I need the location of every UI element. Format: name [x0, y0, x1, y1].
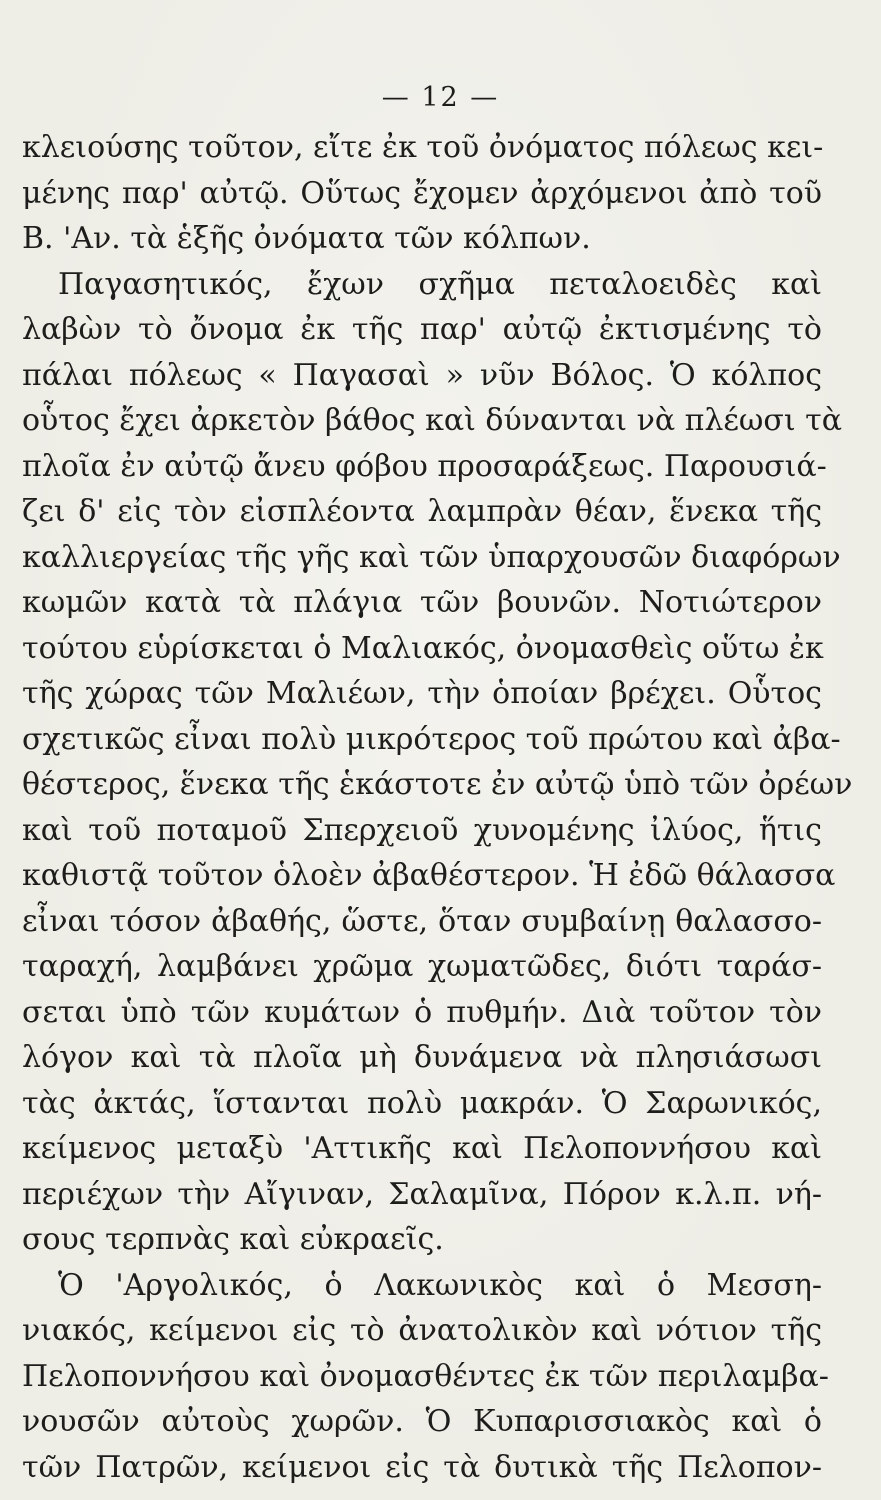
text-line: οὗτος ἔχει ἀρκετὸν βάθος καὶ δύνανται νὰ πλέωσι τὰ — [22, 403, 842, 438]
text-line: περιέχων τὴν Αἴγιναν, Σαλαμῖνα, Πόρον κ.λ.π. νή- — [22, 1176, 822, 1212]
body-text — [22, 125, 853, 1490]
text-line: καὶ τοῦ ποταμοῦ Σπερχειοῦ χυνομένης ἰλύος, ἥτις — [22, 812, 822, 848]
text-line: σεται ὑπὸ τῶν κυμάτων ὁ πυθμήν. Διὰ τοῦτον τὸν — [22, 994, 822, 1030]
text-line: Παγασητικός, ἔχων σχῆμα πεταλοειδὲς καὶ — [58, 266, 822, 302]
text-line: τούτου εὑρίσκεται ὁ Μαλιακός, ὀνομασθεὶς οὕτω ἐκ — [22, 630, 824, 666]
text-line: εἶναι τόσον ἀβαθής, ὥστε, ὅταν συμβαίνῃ θαλασσο- — [22, 903, 822, 939]
text-line: νουσῶν αὐτοὺς χωρῶν. Ὁ Κυπαρισσιακὸς καὶ ὁ — [22, 1404, 822, 1439]
text-line: λαβὼν τὸ ὄνομα ἐκ τῆς παρ' αὐτῷ ἐκτισμένης τὸ — [22, 312, 822, 347]
text-line: σους τερπνὰς καὶ εὐκραεῖς. — [22, 1222, 444, 1257]
text-line: τῶν Πατρῶν, κείμενοι εἰς τὰ δυτικὰ τῆς Πελοπον- — [22, 1449, 822, 1485]
text-line: κείμενος μεταξὺ 'Αττικῆς καὶ Πελοποννήσου καὶ — [22, 1131, 822, 1166]
text-line: νιακός, κείμενοι εἰς τὸ ἀνατολικὸν καὶ νότιον τῆς — [22, 1313, 822, 1348]
text-line: Πελοποννήσου καὶ ὀνομασθέντες ἐκ τῶν περιλαμβα- — [22, 1358, 829, 1394]
text-line: καλλιεργείας τῆς γῆς καὶ τῶν ὑπαρχουσῶν διαφόρων — [22, 539, 841, 575]
text-line: Ὁ 'Αργολικός, ὁ Λακωνικὸς καὶ ὁ Μεσση- — [58, 1267, 822, 1303]
text-line: τὰς ἀκτάς, ἵστανται πολὺ μακράν. Ὁ Σαρωνικός, — [22, 1085, 822, 1121]
text-line: κλειούσης τοῦτον, εἴτε ἐκ τοῦ ὀνόματος πόλεως κει- — [22, 130, 824, 165]
text-line: ζει δ' εἰς τὸν εἰσπλέοντα λαμπρὰν θέαν, ἕνεκα τῆς — [22, 494, 822, 529]
text-line: κωμῶν κατὰ τὰ πλάγια τῶν βουνῶν. Νοτιώτερον — [22, 585, 822, 620]
text-line: μένης παρ' αὐτῷ. Οὕτως ἔχομεν ἀρχόμενοι ἀπὸ τοῦ — [22, 175, 822, 211]
text-line: λόγον καὶ τὰ πλοῖα μὴ δυνάμενα νὰ πλησιάσωσι — [22, 1040, 822, 1075]
text-line: σχετικῶς εἶναι πολὺ μικρότερος τοῦ πρώτου καὶ ἀβα- — [22, 721, 841, 757]
text-line: πλοῖα ἐν αὐτῷ ἄνευ φόβου προσαράξεως. Παρουσιά- — [22, 448, 827, 484]
text-line: ταραχή, λαμβάνει χρῶμα χωματῶδες, διότι ταράσ- — [22, 949, 822, 984]
text-line: πάλαι πόλεως « Παγασαὶ » νῦν Βόλος. Ὁ κόλπος — [22, 357, 822, 393]
text-line: θέστερος, ἕνεκα τῆς ἑκάστοτε ἐν αὐτῷ ὑπὸ τῶν ὀρέων — [22, 767, 853, 802]
page-number: — 12 — — [381, 82, 500, 113]
text-line: τῆς χώρας τῶν Μαλιέων, τὴν ὁποίαν βρέχει. Οὗτος — [22, 676, 822, 711]
text-line: Β. 'Αν. τὰ ἑξῆς ὀνόματα τῶν κόλπων. — [22, 221, 591, 256]
text-line: καθιστᾷ τοῦτον ὁλοὲν ἀβαθέστερον. Ἡ ἐδῶ θάλασσα — [22, 858, 836, 893]
